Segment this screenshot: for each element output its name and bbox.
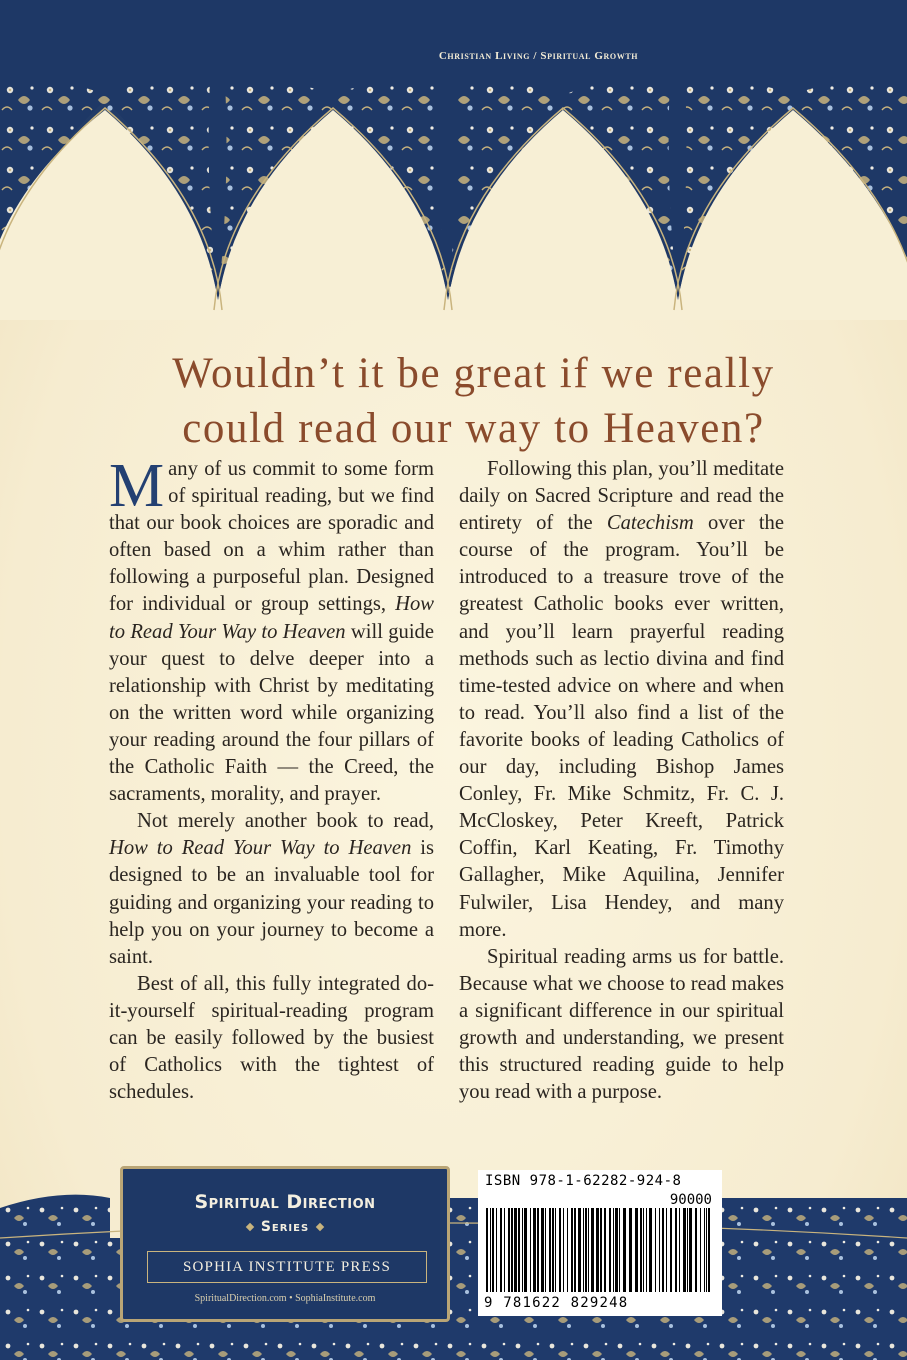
series-subtitle: Series	[123, 1219, 447, 1235]
barcode-bar	[530, 1208, 531, 1292]
barcode-bar	[571, 1208, 573, 1292]
barcode-bar	[662, 1208, 664, 1292]
barcode-bar	[600, 1208, 602, 1292]
isbn-barcode	[478, 1170, 722, 1316]
barcode-bar	[670, 1208, 672, 1292]
barcode-bar	[500, 1208, 502, 1292]
barcode-bar	[524, 1208, 527, 1292]
barcode-bar	[704, 1208, 705, 1292]
publisher-name: SOPHIA INSTITUTE PRESS	[147, 1251, 427, 1283]
barcode-bar	[687, 1208, 688, 1292]
barcode-bar	[486, 1208, 488, 1292]
drop-cap: M	[109, 452, 165, 520]
headline	[0, 346, 907, 456]
book-title: How to Read Your Way to Heaven	[109, 593, 434, 643]
barcode-bar	[585, 1208, 587, 1292]
category-label: Christian Living / Spiritual Growth	[438, 50, 639, 62]
barcode-bar	[609, 1208, 611, 1292]
barcode-bar	[613, 1208, 614, 1292]
barcode-bar	[629, 1208, 632, 1292]
series-logo-box	[120, 1166, 450, 1322]
barcode-bar	[675, 1208, 677, 1292]
barcode-bar	[615, 1208, 618, 1292]
barcode-bar	[511, 1208, 513, 1292]
barcode-bar	[533, 1208, 536, 1292]
barcode-bar	[679, 1208, 680, 1292]
barcode-bar	[541, 1208, 544, 1292]
barcode-bar	[643, 1208, 644, 1292]
paragraph: Spiritual reading arms us for battle. Because what we choose to read makes a significant difference in our spiritual growth and understanding, we present this structured reading guide to help you read with a purpose.	[459, 945, 784, 1104]
barcode-bar	[689, 1208, 692, 1292]
barcode-bar	[604, 1208, 606, 1292]
book-title: Catechism	[606, 512, 694, 535]
barcode-bar	[655, 1208, 656, 1292]
barcode-bar	[518, 1208, 520, 1292]
ornamental-header-band	[0, 0, 907, 320]
book-title: How to Read Your Way to Heaven	[109, 837, 412, 860]
barcode-bar	[545, 1208, 546, 1292]
barcode-bar	[559, 1208, 561, 1292]
barcode-bar	[549, 1208, 551, 1292]
paragraph: Not merely another book to read, How to Read Your Way to Heaven is designed to be an invaluable tool for guiding and organizing your reading to help you on your journey to become a saint.	[109, 810, 435, 968]
paragraph: Following this plan, you’ll meditate daily on Sacred Scripture and read the entirety of the Catechism over the course of the program. You’ll be introduced to a treasure trove of the greatest Catholic books ever written, and you’ll learn prayerful reading methods such as lectio divina and find time-tested advice on where and when to read. You’ll also find a list of the favorite books of leading Catholics of our day, including Bishop James Conley, Fr. Mike Schmitz, Fr. C. J. McCloskey, Peter Kreeft, Patrick Coffin, Karl Keating, Fr. Timothy Gallagher, Mike Aquilina, Jennifer Fulwiler, Lisa Hendey, and many more.	[459, 458, 784, 941]
barcode-bar	[708, 1208, 710, 1292]
barcode-bar	[537, 1208, 539, 1292]
barcode-bar	[700, 1208, 701, 1292]
barcode-bar	[588, 1208, 589, 1292]
barcode-bars	[484, 1208, 716, 1294]
barcode-bar	[619, 1208, 620, 1292]
barcode-bar	[578, 1208, 581, 1292]
barcode-bar	[563, 1208, 564, 1292]
barcode-bar	[591, 1208, 594, 1292]
barcode-bar	[508, 1208, 510, 1292]
barcode-bar	[492, 1208, 494, 1292]
barcode-bar	[596, 1208, 599, 1292]
diamond-icon	[316, 1223, 324, 1231]
barcode-bar	[504, 1208, 505, 1292]
barcode-bar	[635, 1208, 638, 1292]
barcode-bar	[683, 1208, 686, 1292]
barcode-bar	[522, 1208, 523, 1292]
headline-line-2: could read our way to Heaven?	[182, 405, 765, 452]
headline-line-1: Wouldn’t it be great if we really	[172, 350, 775, 397]
isbn-digits: 9 781622 829248	[484, 1295, 629, 1311]
paragraph: Many of us commit to some form of spiritual reading, but we find that our book choices are sporadic and often based on a whim rather than following a purposeful plan. Designed for individual or group settings, How to Read Your Way to Heaven will guide your quest to delve deeper into a relationship with Christ by meditating on the written word while organizing your reading around the four pillars of the Catholic Faith — the Creed, the sacraments, morality, and prayer.	[109, 452, 434, 806]
barcode-bar	[649, 1208, 652, 1292]
barcode-bar	[496, 1208, 497, 1292]
paragraph: Best of all, this fully integrated do-it-yourself spiritual-reading program can be easily followed by the busiest of Catholics with the tightest of schedules.	[109, 972, 434, 1104]
barcode-bar	[514, 1208, 517, 1292]
website-links: SpiritualDirection.com • SophiaInstitute.com	[194, 1293, 376, 1304]
body-column-left	[109, 452, 435, 1106]
body-column-right	[459, 456, 784, 1106]
barcode-bar	[490, 1208, 491, 1292]
barcode-bar	[555, 1208, 556, 1292]
barcode-bar	[567, 1208, 568, 1292]
barcode-bar	[666, 1208, 667, 1292]
barcode-bar	[706, 1208, 707, 1292]
diamond-icon	[246, 1223, 254, 1231]
barcode-bar	[574, 1208, 576, 1292]
barcode-bar	[640, 1208, 642, 1292]
price-code: 90000	[669, 1192, 712, 1208]
barcode-bar	[659, 1208, 660, 1292]
barcode-bar	[646, 1208, 647, 1292]
series-title: Spiritual Direction	[194, 1191, 376, 1213]
barcode-bar	[695, 1208, 697, 1292]
barcode-bar	[623, 1208, 626, 1292]
isbn-label: ISBN 978-1-62282-924-8	[485, 1173, 682, 1189]
barcode-bar	[552, 1208, 554, 1292]
barcode-bar	[583, 1208, 584, 1292]
